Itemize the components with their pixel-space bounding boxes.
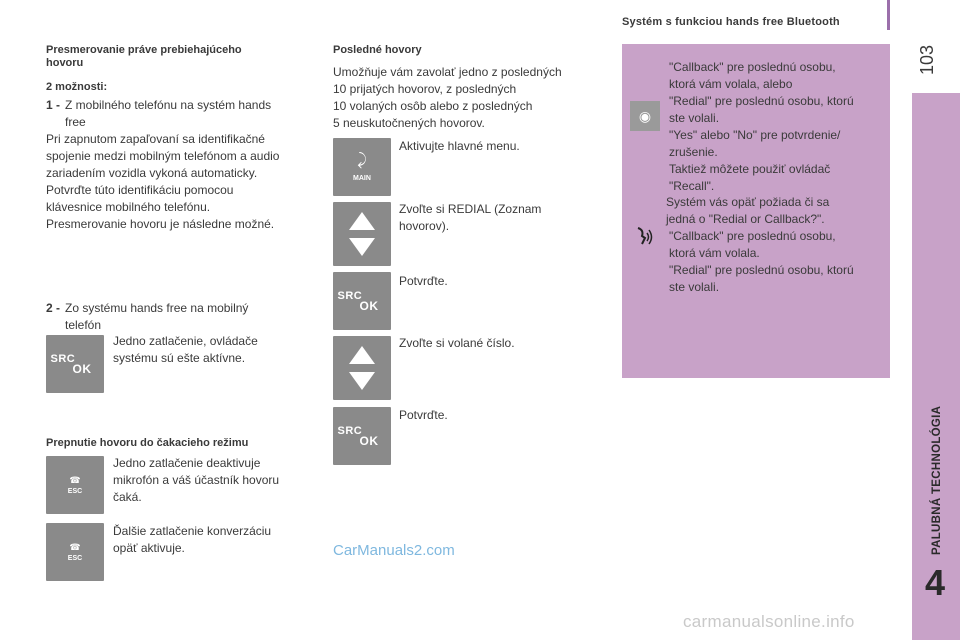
box-line: "Recall". <box>669 179 715 193</box>
chapter-number: 4 <box>924 562 946 603</box>
step-line: Zvoľte si REDIAL (Zoznam <box>399 202 542 216</box>
section-heading-hold: Prepnutie hovoru do čakacieho režimu <box>46 437 249 449</box>
esc-label: ESC <box>67 555 83 562</box>
watermark-carmanualsonline: carmanualsonline.info <box>683 612 855 631</box>
main-label: MAIN <box>353 174 371 182</box>
option-text <box>65 300 248 334</box>
option-line: Z mobilného telefónu na systém hands <box>65 98 272 112</box>
option-1-paragraph <box>46 131 314 233</box>
recent-calls-intro <box>333 64 603 132</box>
option-number: 1 - <box>46 98 61 112</box>
step-line: systému sú ešte aktívne. <box>113 351 246 365</box>
voice-box-text-c <box>669 228 889 296</box>
box-line: Systém vás opäť požiada či sa <box>666 195 830 209</box>
box-line: "Yes" alebo "No" pre potvrdenie/ <box>669 128 841 142</box>
step-line: Potvrďte. <box>399 274 448 288</box>
box-line: "Callback" pre poslednú osobu, <box>669 60 836 74</box>
option-line: free <box>65 115 86 129</box>
recent-step-4 <box>399 335 515 352</box>
paragraph-line: 10 volaných osôb alebo z posledných <box>333 99 533 113</box>
src-label: SRC <box>337 290 363 302</box>
esc-label: ESC <box>67 488 83 495</box>
paragraph-line: 10 prijatých hovorov, z posledných <box>333 82 517 96</box>
step-line: Ďalšie zatlačenie konverzáciu <box>113 524 272 538</box>
page-number: 103 <box>916 44 937 76</box>
voice-command-button-icon <box>630 101 660 131</box>
heading-line: hovoru <box>46 57 84 69</box>
paragraph-line: klávesnice mobilného telefónu. <box>46 200 211 214</box>
box-line: ktorá vám volala. <box>669 246 760 260</box>
box-line: ste volali. <box>669 280 720 294</box>
src-label: SRC <box>50 353 76 365</box>
voice-speech-icon <box>634 224 654 250</box>
ok-label: OK <box>359 299 379 313</box>
paragraph-line: Potvrďte túto identifikáciu pomocou <box>46 183 234 197</box>
step-line: mikrofón a váš účastník hovoru <box>113 473 280 487</box>
options-title: 2 možnosti: <box>46 81 108 93</box>
box-line: ktorá vám volala, alebo <box>669 77 793 91</box>
step-line: Aktivujte hlavné menu. <box>399 139 520 153</box>
section-heading-transfer <box>46 44 314 70</box>
transfer-step-text <box>113 333 258 367</box>
option-line: Zo systému hands free na mobilný <box>65 301 249 315</box>
box-line: "Callback" pre poslednú osobu, <box>669 229 836 243</box>
phone-hangup-icon: ☎ <box>69 475 81 485</box>
ok-label: OK <box>359 434 379 448</box>
chapter-side-tab-label: PALUBNÁ TECHNOLÓGIA <box>931 405 943 555</box>
left-column <box>46 44 314 233</box>
chapter-side-tab <box>912 93 960 640</box>
option-text <box>65 97 271 131</box>
src-label: SRC <box>337 425 363 437</box>
step-line: opäť aktivuje. <box>113 541 185 555</box>
paragraph-line: zariadením vozidla vykoná automaticky. <box>46 166 258 180</box>
hold-step-text-2 <box>113 523 271 557</box>
src-ok-button-icon <box>333 272 391 330</box>
esc-button-icon <box>46 523 104 581</box>
main-button-icon <box>333 138 391 196</box>
step-line: Zvoľte si volané číslo. <box>399 336 515 350</box>
phone-handset-icon: ⤸ <box>357 151 367 169</box>
option-line: telefón <box>65 318 102 332</box>
up-down-arrows-icon <box>333 202 391 266</box>
box-line: ste volali. <box>669 111 720 125</box>
option-2 <box>46 300 314 334</box>
step-line: Jedno zatlačenie, ovládače <box>113 334 258 348</box>
step-line: hovorov). <box>399 219 450 233</box>
step-line: čaká. <box>113 490 142 504</box>
page-header-title: Systém s funkciou hands free Bluetooth <box>622 16 840 28</box>
step-line: Potvrďte. <box>399 408 448 422</box>
box-line: "Redial" pre poslednú osobu, ktorú <box>669 263 854 277</box>
src-ok-button-icon <box>46 335 104 393</box>
speech-svg <box>634 224 654 250</box>
arrows-svg <box>347 342 377 394</box>
ok-label: OK <box>72 362 92 376</box>
section-heading-recent-calls: Posledné hovory <box>333 44 422 56</box>
step-line: Jedno zatlačenie deaktivuje <box>113 456 261 470</box>
paragraph-line: 5 neuskutočnených hovorov. <box>333 116 485 130</box>
option-number: 2 - <box>46 301 61 315</box>
header-accent-bar <box>887 0 890 30</box>
option-1 <box>46 97 314 131</box>
paragraph-line: Pri zapnutom zapaľovaní sa identifikačné <box>46 132 265 146</box>
arrows-svg <box>347 208 377 260</box>
recent-step-5 <box>399 407 448 424</box>
phone-hangup-icon: ☎ <box>69 542 81 552</box>
box-line: jedná o "Redial or Callback?". <box>666 212 825 226</box>
paragraph-line: Umožňuje vám zavolať jedno z posledných <box>333 65 562 79</box>
box-line: "Redial" pre poslednú osobu, ktorú <box>669 94 854 108</box>
heading-line: Presmerovanie práve prebiehajúceho <box>46 44 242 56</box>
voice-box-text-a <box>669 59 889 195</box>
hold-step-text-1 <box>113 455 279 506</box>
up-down-arrows-icon <box>333 336 391 400</box>
paragraph-line: spojenie medzi mobilným telefónom a audio <box>46 149 280 163</box>
box-line: Taktiež môžete použiť ovládač <box>669 162 831 176</box>
recent-step-3 <box>399 273 448 290</box>
recent-step-2 <box>399 201 541 235</box>
watermark-carmanuals: CarManuals2.com <box>333 542 455 559</box>
paragraph-line: Presmerovanie hovoru je následne možné. <box>46 217 275 231</box>
esc-button-icon <box>46 456 104 514</box>
speaker-icon: ◉ <box>638 107 652 124</box>
voice-box-text-b <box>666 194 888 228</box>
src-ok-button-icon <box>333 407 391 465</box>
box-line: zrušenie. <box>669 145 718 159</box>
recent-step-1 <box>399 138 520 155</box>
